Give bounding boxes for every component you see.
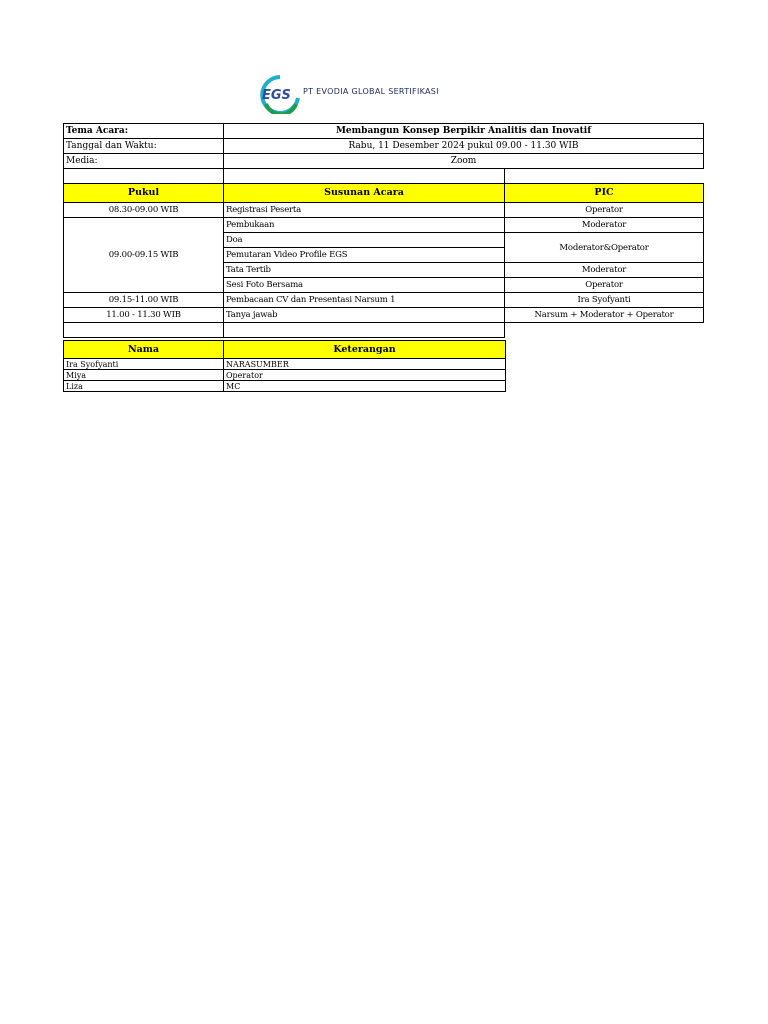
header-susunan-acara: Susunan Acara [224,184,505,203]
media-value: Zoom [224,154,704,169]
media-row [64,154,704,169]
people-row [64,381,506,392]
tanggal-value: Rabu, 11 Desember 2024 pukul 09.00 - 11.30 WIB [224,139,704,154]
people-header-row [64,341,506,359]
tanggal-label: Tanggal dan Waktu: [64,139,224,154]
tema-label: Tema Acara: [64,124,224,139]
empty-cell [64,323,224,338]
pic-cell: Narsum + Moderator + Operator [505,308,704,323]
acara-cell: Pembukaan [224,218,505,233]
pic-cell: Operator [505,278,704,293]
nama-cell: Miya [64,370,224,381]
acara-cell: Registrasi Peserta [224,203,505,218]
acara-cell: Pemutaran Video Profile EGS [224,248,505,263]
empty-cell [505,323,704,338]
acara-cell: Doa [224,233,505,248]
acara-cell: Pembacaan CV dan Presentasi Narsum 1 [224,293,505,308]
empty-cell [64,169,224,184]
egs-logo-icon [258,74,302,114]
pukul-cell: 11.00 - 11.30 WIB [64,308,224,323]
schedule-header-row [64,184,704,203]
people-table [63,340,506,392]
acara-cell: Tata Tertib [224,263,505,278]
keterangan-cell: MC [224,381,506,392]
header-nama: Nama [64,341,224,359]
schedule-row [64,293,704,308]
schedule-row [64,203,704,218]
pukul-cell: 08.30-09.00 WIB [64,203,224,218]
keterangan-cell: Operator [224,370,506,381]
keterangan-cell: NARASUMBER [224,359,506,370]
tema-value: Membangun Konsep Berpikir Analitis dan Inovatif [224,124,704,139]
pic-cell: Ira Syofyanti [505,293,704,308]
empty-cell [224,169,505,184]
nama-cell: Ira Syofyanti [64,359,224,370]
tema-row [64,124,704,139]
people-row [64,359,506,370]
header-keterangan: Keterangan [224,341,506,359]
schedule-row [64,218,704,233]
people-row [64,370,506,381]
spacer-row [64,323,704,338]
schedule-row [64,308,704,323]
media-label: Media: [64,154,224,169]
header-pic: PIC [505,184,704,203]
pic-cell: Moderator [505,263,704,278]
pic-cell: Operator [505,203,704,218]
spacer-row [64,169,704,184]
pukul-cell: 09.00-09.15 WIB [64,218,224,293]
event-table [63,123,704,338]
empty-cell [505,169,704,184]
acara-cell: Sesi Foto Bersama [224,278,505,293]
company-logo [258,74,458,114]
acara-cell: Tanya jawab [224,308,505,323]
tanggal-row [64,139,704,154]
empty-cell [224,323,505,338]
nama-cell: Liza [64,381,224,392]
logo-text: EGS [262,88,291,103]
header-pukul: Pukul [64,184,224,203]
pukul-cell: 09.15-11.00 WIB [64,293,224,308]
pic-cell: Moderator [505,218,704,233]
pic-cell: Moderator&Operator [505,233,704,263]
company-name: PT EVODIA GLOBAL SERTIFIKASI [303,87,439,96]
